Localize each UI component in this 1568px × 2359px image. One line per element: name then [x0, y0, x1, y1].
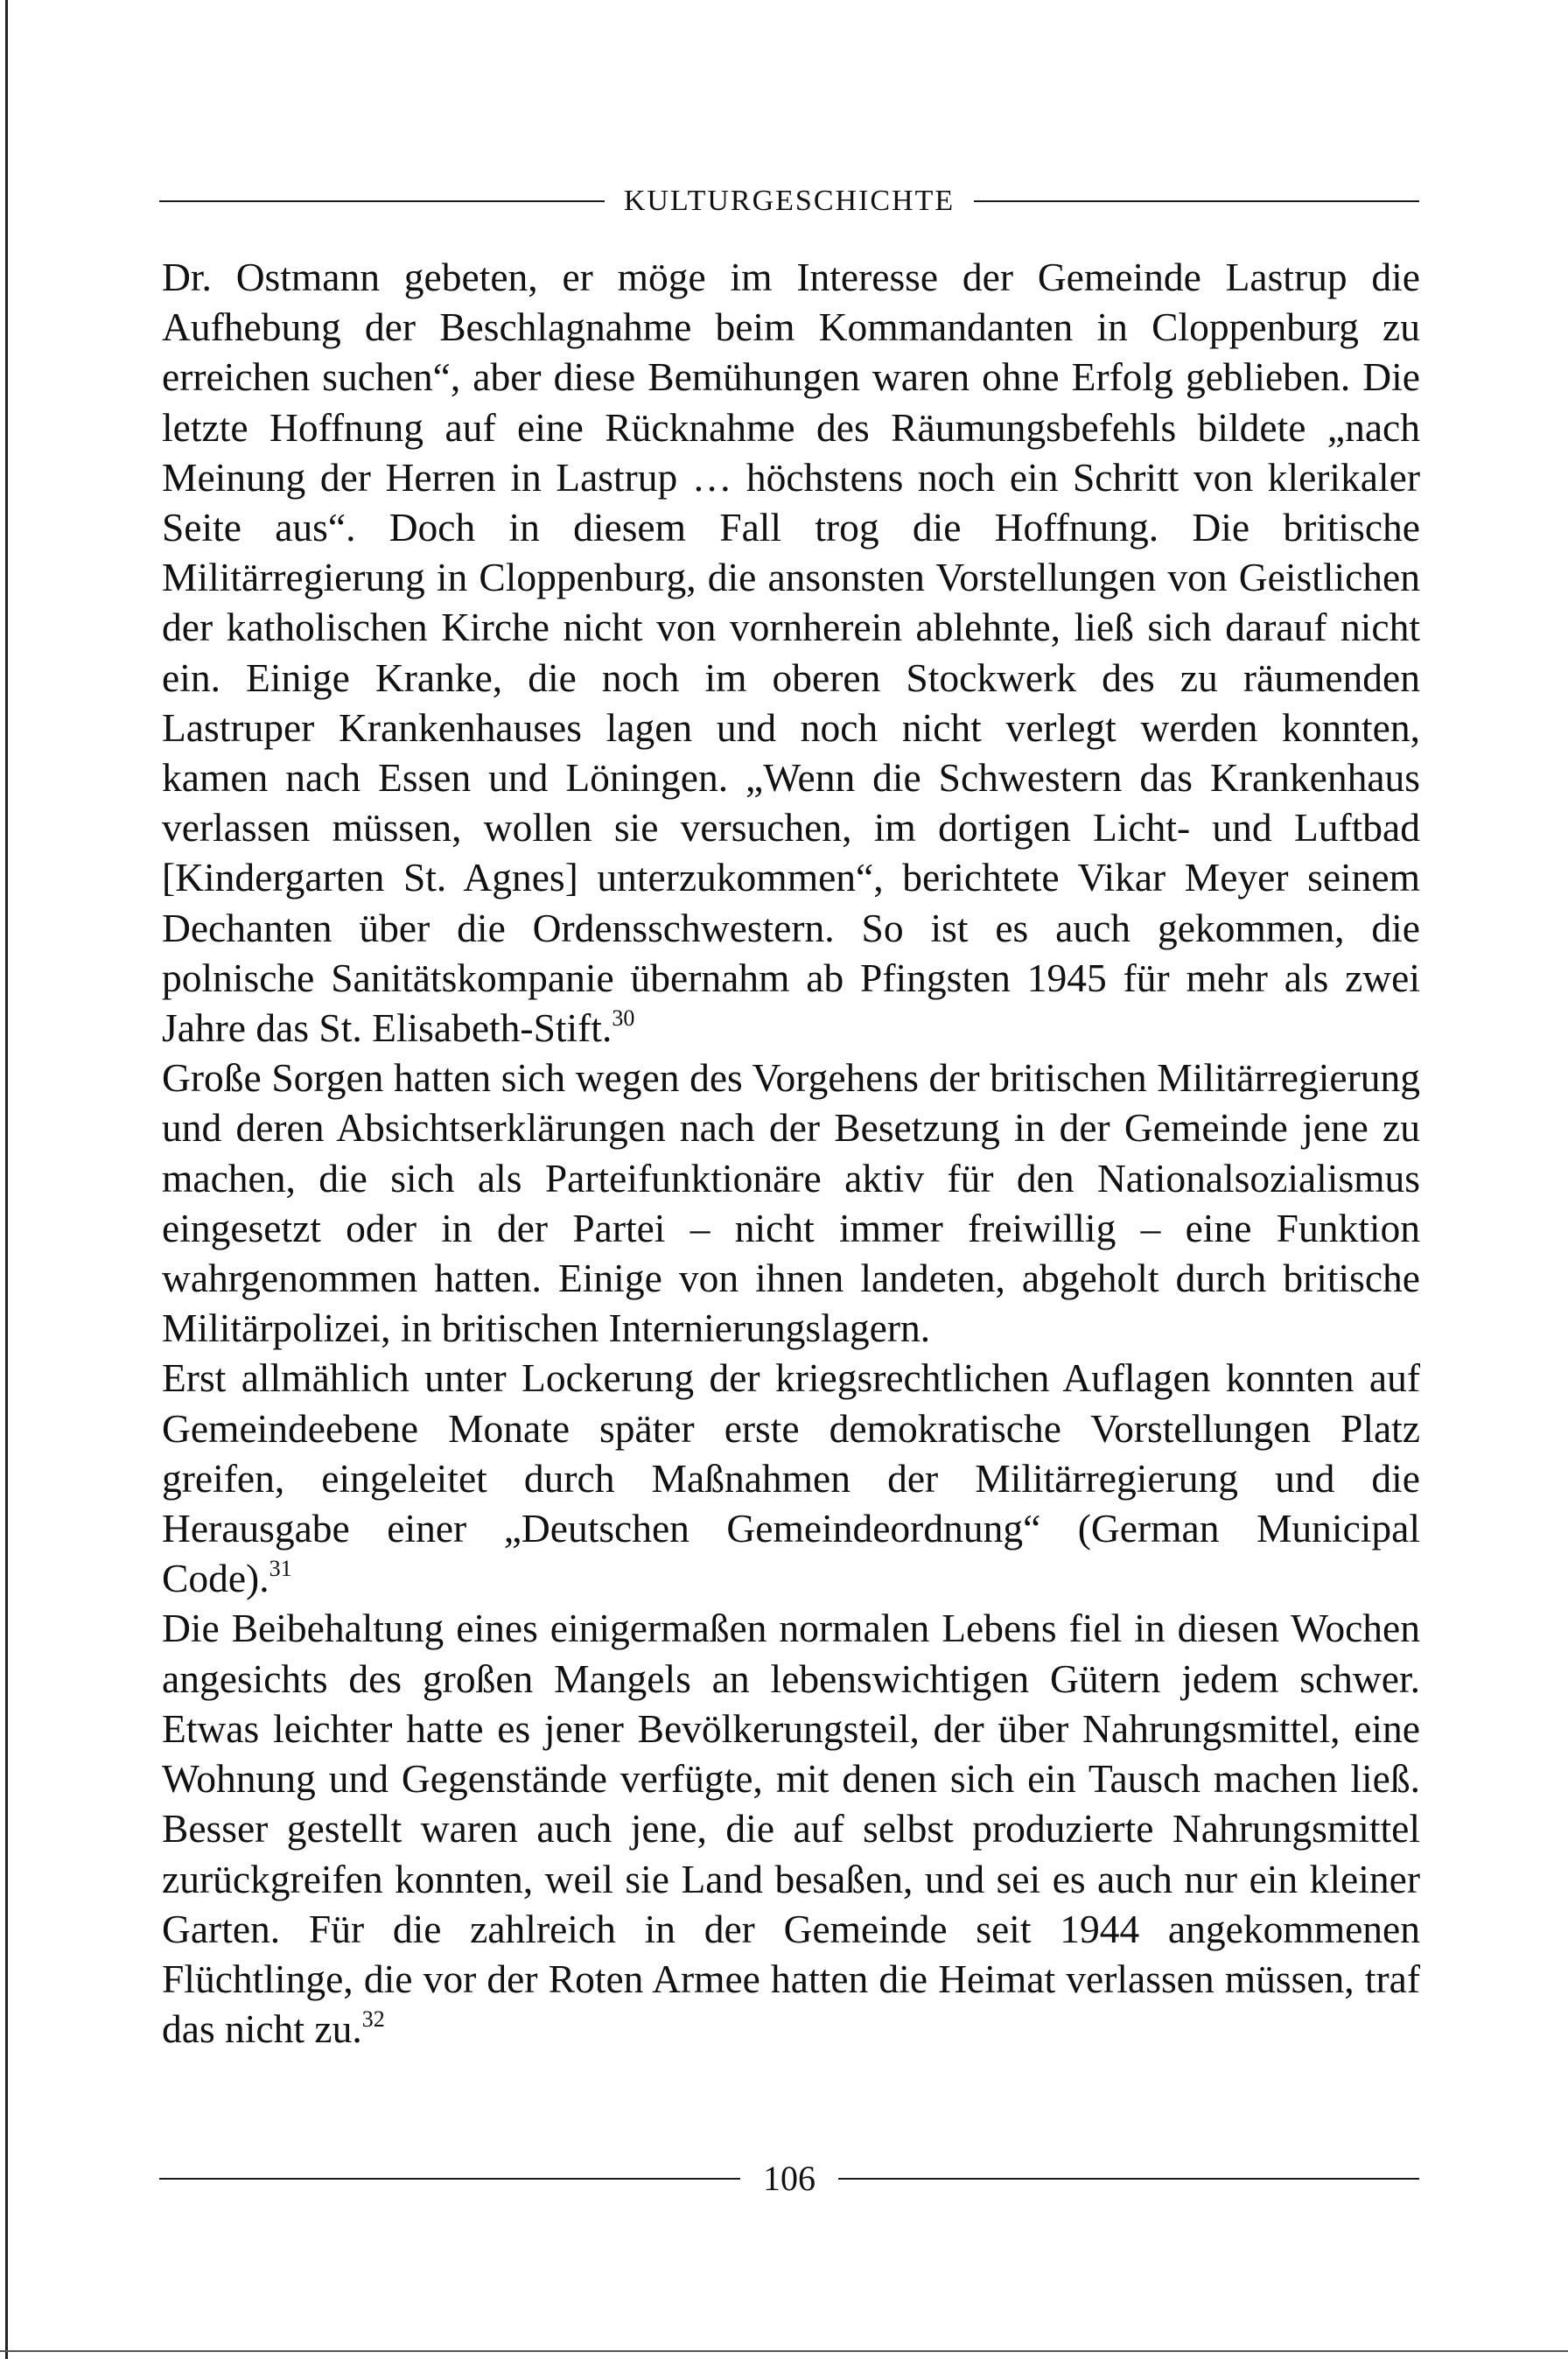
page-footer: [159, 2154, 1419, 2203]
running-head-title: KULTURGESCHICHTE: [623, 185, 956, 217]
body-text: [162, 252, 1420, 2054]
footer-rule-right: [838, 2178, 1419, 2180]
running-head-rule-right: [974, 200, 1419, 202]
page-number: 106: [763, 2159, 816, 2198]
footnote-ref: 30: [612, 1005, 635, 1032]
footnote-ref: 31: [269, 1556, 292, 1582]
paragraph-text: Erst allmählich unter Lockerung der kriegsrechtlichen Auflagen konnten auf Gemeindeebene Monate später erste demokratische Vorstellungen Platz greifen, eingeleitet durch Maßnahmen der Militärregierung und die Herausgabe einer „Deutschen Gemeindeordnung“ (German Municipal Code).: [162, 1355, 1420, 1601]
scan-edge-left: [5, 0, 8, 2359]
scan-edge-bottom: [0, 2350, 1568, 2352]
paragraph-text: Die Beibehaltung eines einigermaßen normalen Lebens fiel in diesen Wochen angesichts des großen Mangels an lebenswichtigen Gütern jedem schwer. Etwas leichter hatte es jener Bevölkerungsteil, der über Nahrungsmittel, eine Wohnung und Gegenstände verfügte, mit denen sich ein Tausch machen ließ. Besser gestellt waren auch jene, die auf selbst produzierte Nahrungsmittel zurückgreifen konnten, weil sie Land besaßen, und sei es auch nur ein kleiner Garten. Für die zahlreich in der Gemeinde seit 1944 angekommenen Flüchtlinge, die vor der Roten Armee hatten die Heimat verlassen müssen, traf das nicht zu.: [162, 1606, 1420, 2052]
footer-rule-left: [159, 2178, 740, 2180]
paragraph: [162, 1603, 1420, 2054]
paragraph: [162, 1353, 1420, 1603]
paragraph-text: Dr. Ostmann gebeten, er möge im Interesse der Gemeinde Lastrup die Aufhebung der Beschlagnahme beim Kommandanten in Cloppenburg zu erreichen suchen“, aber diese Bemühungen waren ohne Erfolg geblieben. Die letzte Hoffnung auf eine Rücknahme des Räumungsbefehls bildete „nach Meinung der Herren in Lastrup … höchstens noch ein Schritt von klerikaler Seite aus“. Doch in diesem Fall trog die Hoffnung. Die britische Militärregierung in Cloppenburg, die ansonsten Vorstellungen von Geistlichen der katholischen Kirche nicht von vornherein ablehnte, ließ sich darauf nicht ein. Einige Kranke, die noch im oberen Stockwerk des zu räumenden Lastruper Krankenhauses lagen und noch nicht verlegt werden konnten, kamen nach Essen und Löningen. „Wenn die Schwestern das Krankenhaus verlassen müssen, wollen sie versuchen, im dortigen Licht- und Luftbad [Kindergarten St. Agnes] unterzukommen“, berichtete Vikar Meyer seinem Dechanten über die Ordensschwestern. So ist es auch gekommen, die polnische Sanitätskompanie übernahm ab Pfingsten 1945 für mehr als zwei Jahre das St. Elisabeth-Stift.: [162, 255, 1420, 1051]
paragraph: [162, 252, 1420, 1053]
footnote-ref: 32: [361, 2006, 385, 2033]
paragraph-text: Große Sorgen hatten sich wegen des Vorgehens der britischen Militärregierung und deren Absichtserklärungen nach der Besetzung in der Gemeinde jene zu machen, die sich als Parteifunktionäre aktiv für den Nationalsozialismus eingesetzt oder in der Partei – nicht immer freiwillig – eine Funktion wahrgenommen hatten. Einige von ihnen landeten, abgeholt durch britische Militärpolizei, in britischen Internierungslagern.: [162, 1055, 1420, 1351]
paragraph: [162, 1053, 1420, 1353]
running-head: [159, 179, 1419, 223]
running-head-rule-left: [159, 200, 605, 202]
